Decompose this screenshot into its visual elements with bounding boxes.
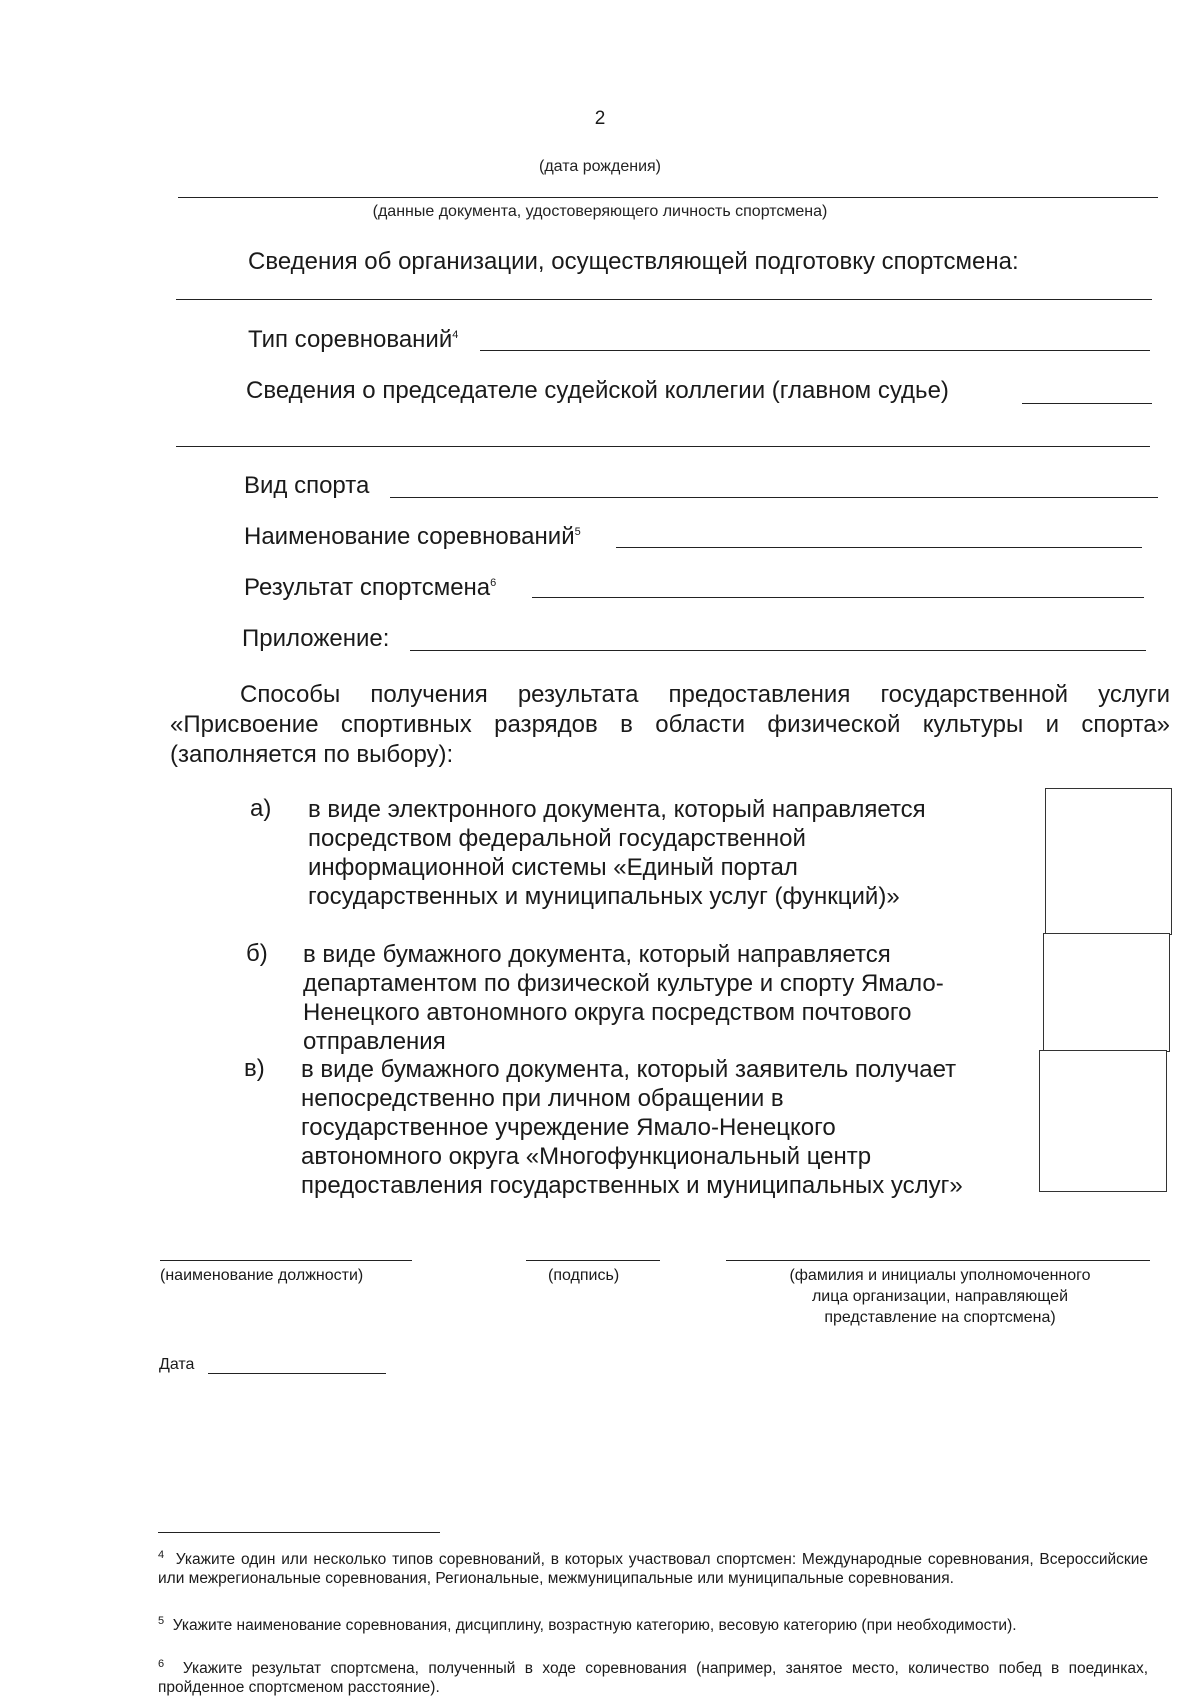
footnote-5-text: Укажите наименование соревнования, дисциплину, возрастную категорию, весовую категорию (при необходимости). <box>172 1617 1017 1635</box>
attachment-line[interactable] <box>410 650 1146 651</box>
option-b-line-3: Ненецкого автономного округа посредством почтового <box>303 999 912 1026</box>
athlete-result-text: Результат спортсмена <box>244 574 491 601</box>
option-a-text <box>308 795 926 911</box>
birth-date-caption: (дата рождения) <box>538 158 662 175</box>
footnote-ref-5: 5 <box>574 526 581 538</box>
footnote-ref-4: 4 <box>452 329 459 341</box>
sport-label: Вид спорта <box>244 472 370 499</box>
option-c-checkbox[interactable] <box>1039 1050 1167 1192</box>
name-caption-line-1: (фамилия и инициалы уполномоченного <box>789 1267 1091 1284</box>
footnote-6-number: 6 <box>158 1658 165 1670</box>
methods-paragraph-text: Способы получения результата предоставления государственной услуги «Присвоение спортивных разрядов в области физической культуры и спорта» (заполняется по выбору): <box>170 681 1170 768</box>
identity-doc-caption: (данные документа, удостоверяющего личность спортсмена) <box>372 203 828 220</box>
name-caption-line-2: лица организации, направляющей <box>811 1288 1069 1305</box>
option-b-marker: б) <box>246 940 268 967</box>
identity-doc-line <box>178 197 1158 198</box>
option-c-line-5: предоставления государственных и муниципальных услуг» <box>301 1172 963 1199</box>
position-caption: (наименование должности) <box>160 1267 364 1284</box>
judge-info-line-2[interactable] <box>176 446 1150 447</box>
option-a-marker: а) <box>250 795 272 822</box>
footnote-6 <box>158 1655 1148 1697</box>
footnote-6-text: Укажите результат спортсмена, полученный в ходе соревнования (например, занятое место, количество побед в поединках, пройденное спортсменом расстояние). <box>158 1660 1148 1696</box>
option-c-line-4: автономного округа «Многофункциональный центр <box>301 1143 872 1170</box>
name-caption <box>735 1265 1145 1328</box>
footnote-4 <box>158 1546 1148 1588</box>
org-info-line <box>176 299 1152 300</box>
org-info-label: Сведения об организации, осуществляющей подготовку спортсмена: <box>248 248 1019 275</box>
judge-info-line-1[interactable] <box>1022 403 1152 404</box>
competition-name-text: Наименование соревнований <box>244 523 575 550</box>
option-a-line-3: информационной системы «Единый портал <box>308 854 798 881</box>
footnote-ref-6: 6 <box>490 577 497 589</box>
footnote-4-text: Укажите один или несколько типов соревнований, в которых участвовал спортсмен: Международные соревнования, Всероссийские или межрегиональные соревнования, Региональные, межмуниципальные или муниципальные соревнования. <box>158 1551 1148 1587</box>
option-c-line-2: непосредственно при личном обращении в <box>301 1085 784 1112</box>
option-b-line-1: в виде бумажного документа, который направляется <box>303 941 891 968</box>
position-line[interactable] <box>160 1260 412 1261</box>
option-b-text <box>303 940 944 1056</box>
footnote-4-number: 4 <box>158 1549 165 1561</box>
signature-line[interactable] <box>526 1260 660 1261</box>
name-line[interactable] <box>726 1260 1150 1261</box>
option-a-checkbox[interactable] <box>1045 788 1172 935</box>
option-c-line-3: государственное учреждение Ямало-Ненецкого <box>301 1114 836 1141</box>
option-b-checkbox[interactable] <box>1043 933 1170 1052</box>
option-b-line-4: отправления <box>303 1028 446 1055</box>
option-c-marker: в) <box>244 1055 265 1082</box>
page-number: 2 <box>594 108 606 129</box>
footnote-separator <box>158 1532 440 1533</box>
footnote-5-number: 5 <box>158 1615 165 1627</box>
judge-info-label: Сведения о председателе судейской коллегии (главном судье) <box>246 377 949 404</box>
option-b-line-2: департаментом по физической культуре и спорту Ямало- <box>303 970 944 997</box>
option-a-line-2: посредством федеральной государственной <box>308 825 806 852</box>
competition-type-label <box>248 326 458 354</box>
competition-name-label <box>244 523 581 551</box>
date-line[interactable] <box>208 1373 386 1374</box>
name-caption-line-3: представление на спортсмена) <box>824 1309 1056 1326</box>
option-c-line-1: в виде бумажного документа, который заявитель получает <box>301 1056 957 1083</box>
methods-paragraph <box>170 680 1170 770</box>
option-a-line-4: государственных и муниципальных услуг (функций)» <box>308 883 900 910</box>
option-c-text <box>301 1055 963 1200</box>
athlete-result-line[interactable] <box>532 597 1144 598</box>
competition-type-line[interactable] <box>480 350 1150 351</box>
option-a-line-1: в виде электронного документа, который направляется <box>308 796 926 823</box>
footnote-5 <box>158 1612 1148 1636</box>
signature-caption: (подпись) <box>548 1267 620 1284</box>
attachment-label: Приложение: <box>242 625 390 652</box>
competition-type-text: Тип соревнований <box>248 326 453 353</box>
date-label: Дата <box>159 1356 195 1373</box>
competition-name-line[interactable] <box>616 547 1142 548</box>
athlete-result-label <box>244 574 496 602</box>
sport-line[interactable] <box>390 497 1158 498</box>
